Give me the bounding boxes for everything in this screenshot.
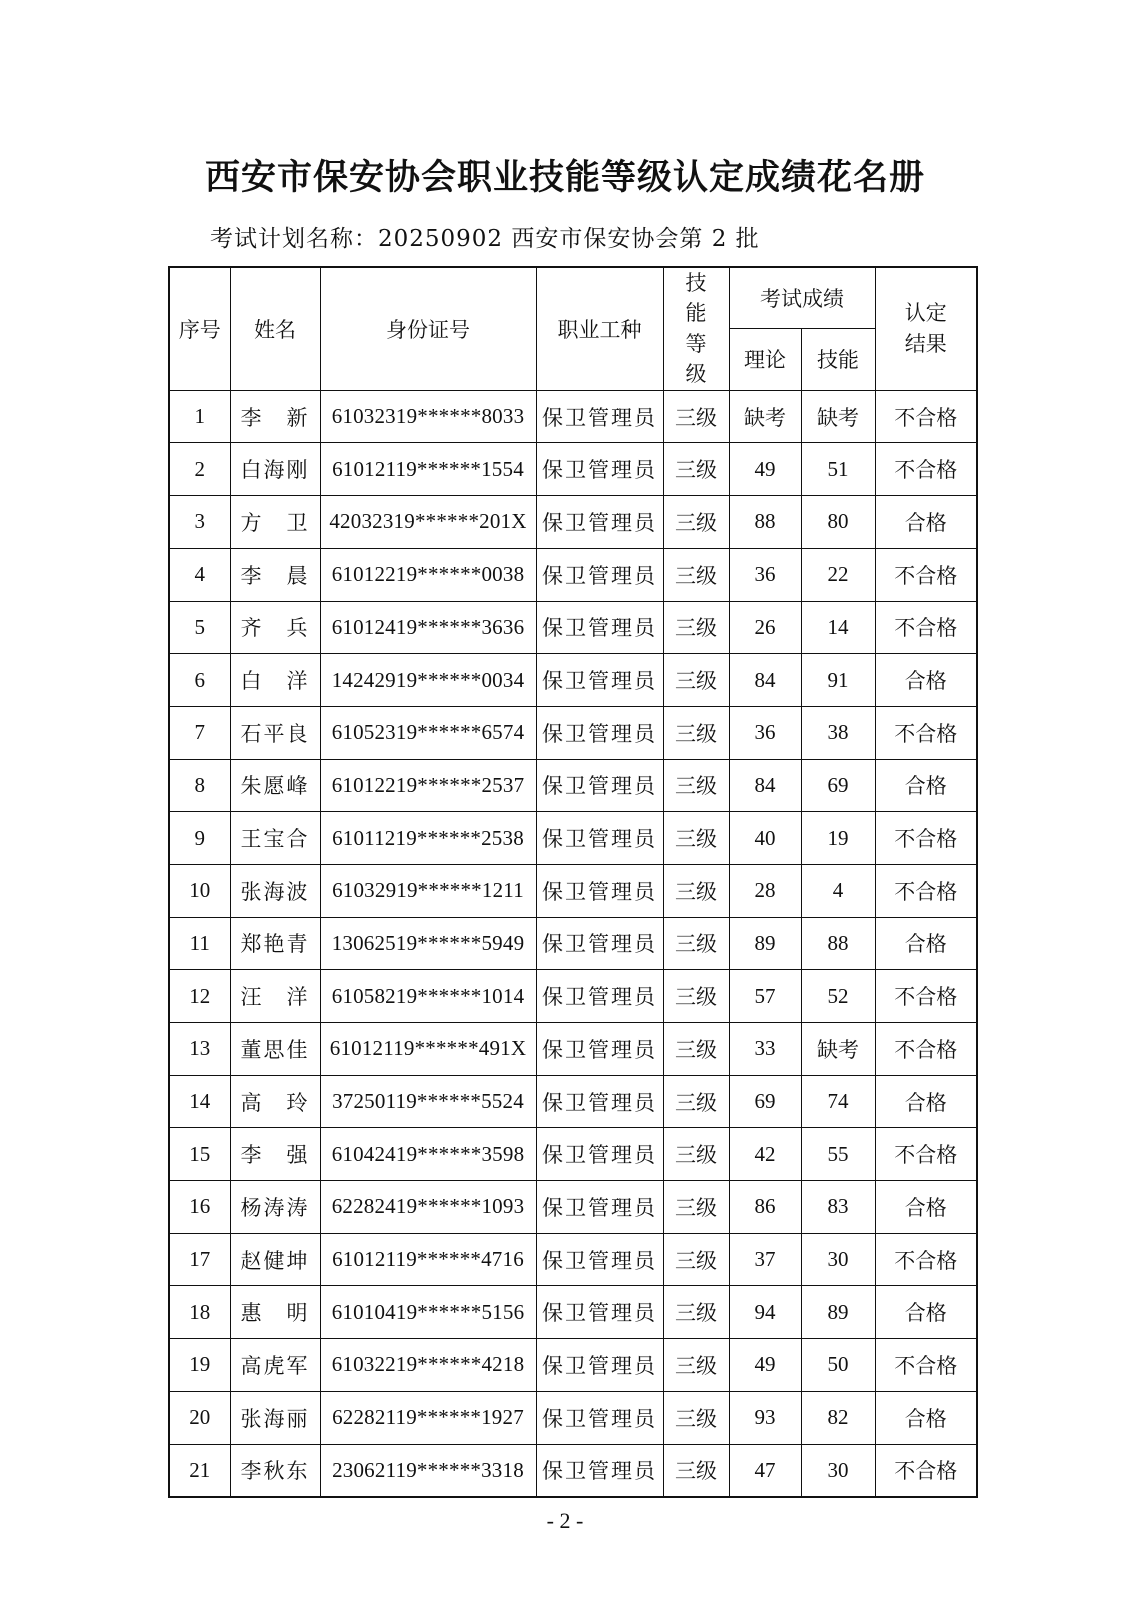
- table-row: [169, 1391, 977, 1444]
- cell-level: 三级: [663, 759, 729, 812]
- cell-theory-score: 86: [729, 1181, 801, 1234]
- cell-id-number: 37250119******5524: [320, 1075, 536, 1128]
- table-row: [169, 759, 977, 812]
- exam-plan-label: 考试计划名称：: [210, 226, 378, 252]
- cell-job: 保卫管理员: [536, 759, 663, 812]
- cell-name: 李 强: [230, 1128, 320, 1181]
- cell-name: 张海波: [230, 864, 320, 917]
- document-title: 西安市保安协会职业技能等级认定成绩花名册: [204, 158, 925, 198]
- cell-level: 三级: [663, 1339, 729, 1392]
- cell-id-number: 61012419******3636: [320, 601, 536, 654]
- header-level: 技能等级: [663, 267, 729, 390]
- cell-seq: 6: [169, 654, 230, 707]
- cell-level: 三级: [663, 812, 729, 865]
- cell-skill-score: 89: [801, 1286, 875, 1339]
- cell-theory-score: 47: [729, 1444, 801, 1497]
- cell-id-number: 61058219******1014: [320, 970, 536, 1023]
- exam-plan-value: 20250902 西安市保安协会第 2 批: [378, 226, 760, 252]
- cell-seq: 4: [169, 548, 230, 601]
- cell-job: 保卫管理员: [536, 443, 663, 496]
- score-roster-table: [168, 266, 978, 1498]
- cell-skill-score: 69: [801, 759, 875, 812]
- cell-name: 汪 洋: [230, 970, 320, 1023]
- cell-result: 不合格: [875, 812, 977, 865]
- cell-level: 三级: [663, 1075, 729, 1128]
- cell-id-number: 23062119******3318: [320, 1444, 536, 1497]
- cell-name: 方 卫: [230, 496, 320, 549]
- cell-name: 白 洋: [230, 654, 320, 707]
- cell-skill-score: 82: [801, 1391, 875, 1444]
- cell-result: 合格: [875, 1391, 977, 1444]
- table-body: [169, 390, 977, 1496]
- cell-level: 三级: [663, 496, 729, 549]
- cell-seq: 13: [169, 1023, 230, 1076]
- cell-id-number: 13062519******5949: [320, 917, 536, 970]
- cell-seq: 12: [169, 970, 230, 1023]
- cell-name: 朱愿峰: [230, 759, 320, 812]
- cell-job: 保卫管理员: [536, 548, 663, 601]
- cell-result: 不合格: [875, 548, 977, 601]
- cell-result: 不合格: [875, 970, 977, 1023]
- header-name: 姓名: [230, 267, 320, 390]
- table-row: [169, 970, 977, 1023]
- cell-skill-score: 14: [801, 601, 875, 654]
- cell-skill-score: 91: [801, 654, 875, 707]
- cell-seq: 14: [169, 1075, 230, 1128]
- cell-id-number: 62282419******1093: [320, 1181, 536, 1234]
- cell-theory-score: 缺考: [729, 390, 801, 443]
- cell-job: 保卫管理员: [536, 812, 663, 865]
- page-number: - 2 -: [546, 1508, 584, 1533]
- cell-name: 李秋东: [230, 1444, 320, 1497]
- cell-theory-score: 42: [729, 1128, 801, 1181]
- cell-job: 保卫管理员: [536, 917, 663, 970]
- cell-level: 三级: [663, 1391, 729, 1444]
- cell-skill-score: 缺考: [801, 390, 875, 443]
- table-row: [169, 601, 977, 654]
- header-skill: 技能: [801, 329, 875, 391]
- cell-result: 不合格: [875, 1128, 977, 1181]
- cell-skill-score: 80: [801, 496, 875, 549]
- cell-result: 不合格: [875, 864, 977, 917]
- cell-theory-score: 94: [729, 1286, 801, 1339]
- cell-level: 三级: [663, 1233, 729, 1286]
- cell-theory-score: 84: [729, 759, 801, 812]
- cell-job: 保卫管理员: [536, 1128, 663, 1181]
- table-row: [169, 1444, 977, 1497]
- cell-theory-score: 49: [729, 1339, 801, 1392]
- cell-name: 王宝合: [230, 812, 320, 865]
- cell-seq: 19: [169, 1339, 230, 1392]
- cell-result: 合格: [875, 654, 977, 707]
- cell-job: 保卫管理员: [536, 1391, 663, 1444]
- cell-skill-score: 83: [801, 1181, 875, 1234]
- cell-job: 保卫管理员: [536, 864, 663, 917]
- cell-seq: 9: [169, 812, 230, 865]
- cell-result: 不合格: [875, 601, 977, 654]
- cell-name: 郑艳青: [230, 917, 320, 970]
- table-row: [169, 1075, 977, 1128]
- cell-skill-score: 19: [801, 812, 875, 865]
- table-row: [169, 1339, 977, 1392]
- table-row: [169, 1286, 977, 1339]
- cell-seq: 18: [169, 1286, 230, 1339]
- table-row: [169, 917, 977, 970]
- cell-id-number: 61010419******5156: [320, 1286, 536, 1339]
- cell-seq: 16: [169, 1181, 230, 1234]
- cell-skill-score: 55: [801, 1128, 875, 1181]
- cell-seq: 1: [169, 390, 230, 443]
- cell-name: 李 晨: [230, 548, 320, 601]
- cell-job: 保卫管理员: [536, 1075, 663, 1128]
- cell-level: 三级: [663, 548, 729, 601]
- cell-theory-score: 49: [729, 443, 801, 496]
- cell-name: 高虎军: [230, 1339, 320, 1392]
- cell-job: 保卫管理员: [536, 654, 663, 707]
- cell-name: 高 玲: [230, 1075, 320, 1128]
- cell-job: 保卫管理员: [536, 706, 663, 759]
- table-row: [169, 496, 977, 549]
- cell-seq: 8: [169, 759, 230, 812]
- cell-seq: 21: [169, 1444, 230, 1497]
- cell-level: 三级: [663, 443, 729, 496]
- cell-theory-score: 93: [729, 1391, 801, 1444]
- cell-job: 保卫管理员: [536, 390, 663, 443]
- cell-id-number: 14242919******0034: [320, 654, 536, 707]
- cell-skill-score: 52: [801, 970, 875, 1023]
- cell-theory-score: 40: [729, 812, 801, 865]
- cell-job: 保卫管理员: [536, 1444, 663, 1497]
- cell-result: 不合格: [875, 1233, 977, 1286]
- cell-level: 三级: [663, 706, 729, 759]
- table-row: [169, 1181, 977, 1234]
- table-row: [169, 548, 977, 601]
- cell-job: 保卫管理员: [536, 970, 663, 1023]
- cell-seq: 17: [169, 1233, 230, 1286]
- cell-result: 不合格: [875, 390, 977, 443]
- table-row: [169, 390, 977, 443]
- cell-level: 三级: [663, 601, 729, 654]
- cell-job: 保卫管理员: [536, 496, 663, 549]
- cell-level: 三级: [663, 970, 729, 1023]
- cell-id-number: 61012119******4716: [320, 1233, 536, 1286]
- cell-level: 三级: [663, 390, 729, 443]
- cell-name: 惠 明: [230, 1286, 320, 1339]
- cell-job: 保卫管理员: [536, 1339, 663, 1392]
- cell-id-number: 42032319******201X: [320, 496, 536, 549]
- cell-id-number: 61032919******1211: [320, 864, 536, 917]
- cell-theory-score: 89: [729, 917, 801, 970]
- cell-id-number: 61011219******2538: [320, 812, 536, 865]
- table-row: [169, 654, 977, 707]
- table-row: [169, 1023, 977, 1076]
- cell-result: 合格: [875, 917, 977, 970]
- cell-skill-score: 缺考: [801, 1023, 875, 1076]
- cell-id-number: 61012119******1554: [320, 443, 536, 496]
- cell-level: 三级: [663, 1286, 729, 1339]
- cell-seq: 20: [169, 1391, 230, 1444]
- cell-level: 三级: [663, 1023, 729, 1076]
- cell-result: 合格: [875, 1075, 977, 1128]
- cell-level: 三级: [663, 1128, 729, 1181]
- cell-level: 三级: [663, 1444, 729, 1497]
- cell-result: 不合格: [875, 1339, 977, 1392]
- cell-seq: 10: [169, 864, 230, 917]
- cell-skill-score: 30: [801, 1233, 875, 1286]
- cell-theory-score: 37: [729, 1233, 801, 1286]
- table-row: [169, 1233, 977, 1286]
- cell-theory-score: 28: [729, 864, 801, 917]
- header-id: 身份证号: [320, 267, 536, 390]
- header-theory: 理论: [729, 329, 801, 391]
- cell-result: 合格: [875, 759, 977, 812]
- cell-skill-score: 38: [801, 706, 875, 759]
- table-row: [169, 706, 977, 759]
- cell-seq: 3: [169, 496, 230, 549]
- cell-result: 不合格: [875, 1444, 977, 1497]
- cell-name: 齐 兵: [230, 601, 320, 654]
- exam-plan-line: [210, 220, 760, 253]
- cell-seq: 5: [169, 601, 230, 654]
- cell-id-number: 61052319******6574: [320, 706, 536, 759]
- cell-seq: 15: [169, 1128, 230, 1181]
- cell-skill-score: 4: [801, 864, 875, 917]
- cell-name: 杨涛涛: [230, 1181, 320, 1234]
- cell-seq: 2: [169, 443, 230, 496]
- cell-name: 张海丽: [230, 1391, 320, 1444]
- table-row: [169, 443, 977, 496]
- cell-job: 保卫管理员: [536, 1233, 663, 1286]
- cell-result: 合格: [875, 496, 977, 549]
- cell-id-number: 61012119******491X: [320, 1023, 536, 1076]
- cell-seq: 7: [169, 706, 230, 759]
- cell-result: 不合格: [875, 443, 977, 496]
- cell-result: 不合格: [875, 1023, 977, 1076]
- cell-name: 白海刚: [230, 443, 320, 496]
- cell-name: 石平良: [230, 706, 320, 759]
- cell-id-number: 61042419******3598: [320, 1128, 536, 1181]
- cell-skill-score: 22: [801, 548, 875, 601]
- cell-theory-score: 36: [729, 548, 801, 601]
- cell-result: 不合格: [875, 706, 977, 759]
- cell-level: 三级: [663, 864, 729, 917]
- cell-name: 李 新: [230, 390, 320, 443]
- header-score-group: 考试成绩: [729, 267, 875, 329]
- table-row: [169, 812, 977, 865]
- header-result: 认定结果: [875, 267, 977, 390]
- table-header: [169, 267, 977, 390]
- cell-seq: 11: [169, 917, 230, 970]
- cell-skill-score: 88: [801, 917, 875, 970]
- cell-theory-score: 26: [729, 601, 801, 654]
- cell-level: 三级: [663, 917, 729, 970]
- header-seq: 序号: [169, 267, 230, 390]
- cell-id-number: 62282119******1927: [320, 1391, 536, 1444]
- cell-theory-score: 57: [729, 970, 801, 1023]
- cell-skill-score: 50: [801, 1339, 875, 1392]
- cell-theory-score: 84: [729, 654, 801, 707]
- cell-id-number: 61012219******2537: [320, 759, 536, 812]
- cell-result: 合格: [875, 1181, 977, 1234]
- table-row: [169, 1128, 977, 1181]
- cell-job: 保卫管理员: [536, 1181, 663, 1234]
- cell-theory-score: 88: [729, 496, 801, 549]
- cell-id-number: 61012219******0038: [320, 548, 536, 601]
- cell-id-number: 61032219******4218: [320, 1339, 536, 1392]
- cell-job: 保卫管理员: [536, 1286, 663, 1339]
- header-job: 职业工种: [536, 267, 663, 390]
- cell-theory-score: 33: [729, 1023, 801, 1076]
- cell-theory-score: 36: [729, 706, 801, 759]
- cell-name: 董思佳: [230, 1023, 320, 1076]
- cell-result: 合格: [875, 1286, 977, 1339]
- cell-name: 赵健坤: [230, 1233, 320, 1286]
- cell-level: 三级: [663, 654, 729, 707]
- cell-level: 三级: [663, 1181, 729, 1234]
- cell-id-number: 61032319******8033: [320, 390, 536, 443]
- cell-job: 保卫管理员: [536, 601, 663, 654]
- cell-skill-score: 51: [801, 443, 875, 496]
- cell-theory-score: 69: [729, 1075, 801, 1128]
- cell-skill-score: 30: [801, 1444, 875, 1497]
- cell-job: 保卫管理员: [536, 1023, 663, 1076]
- cell-skill-score: 74: [801, 1075, 875, 1128]
- table-row: [169, 864, 977, 917]
